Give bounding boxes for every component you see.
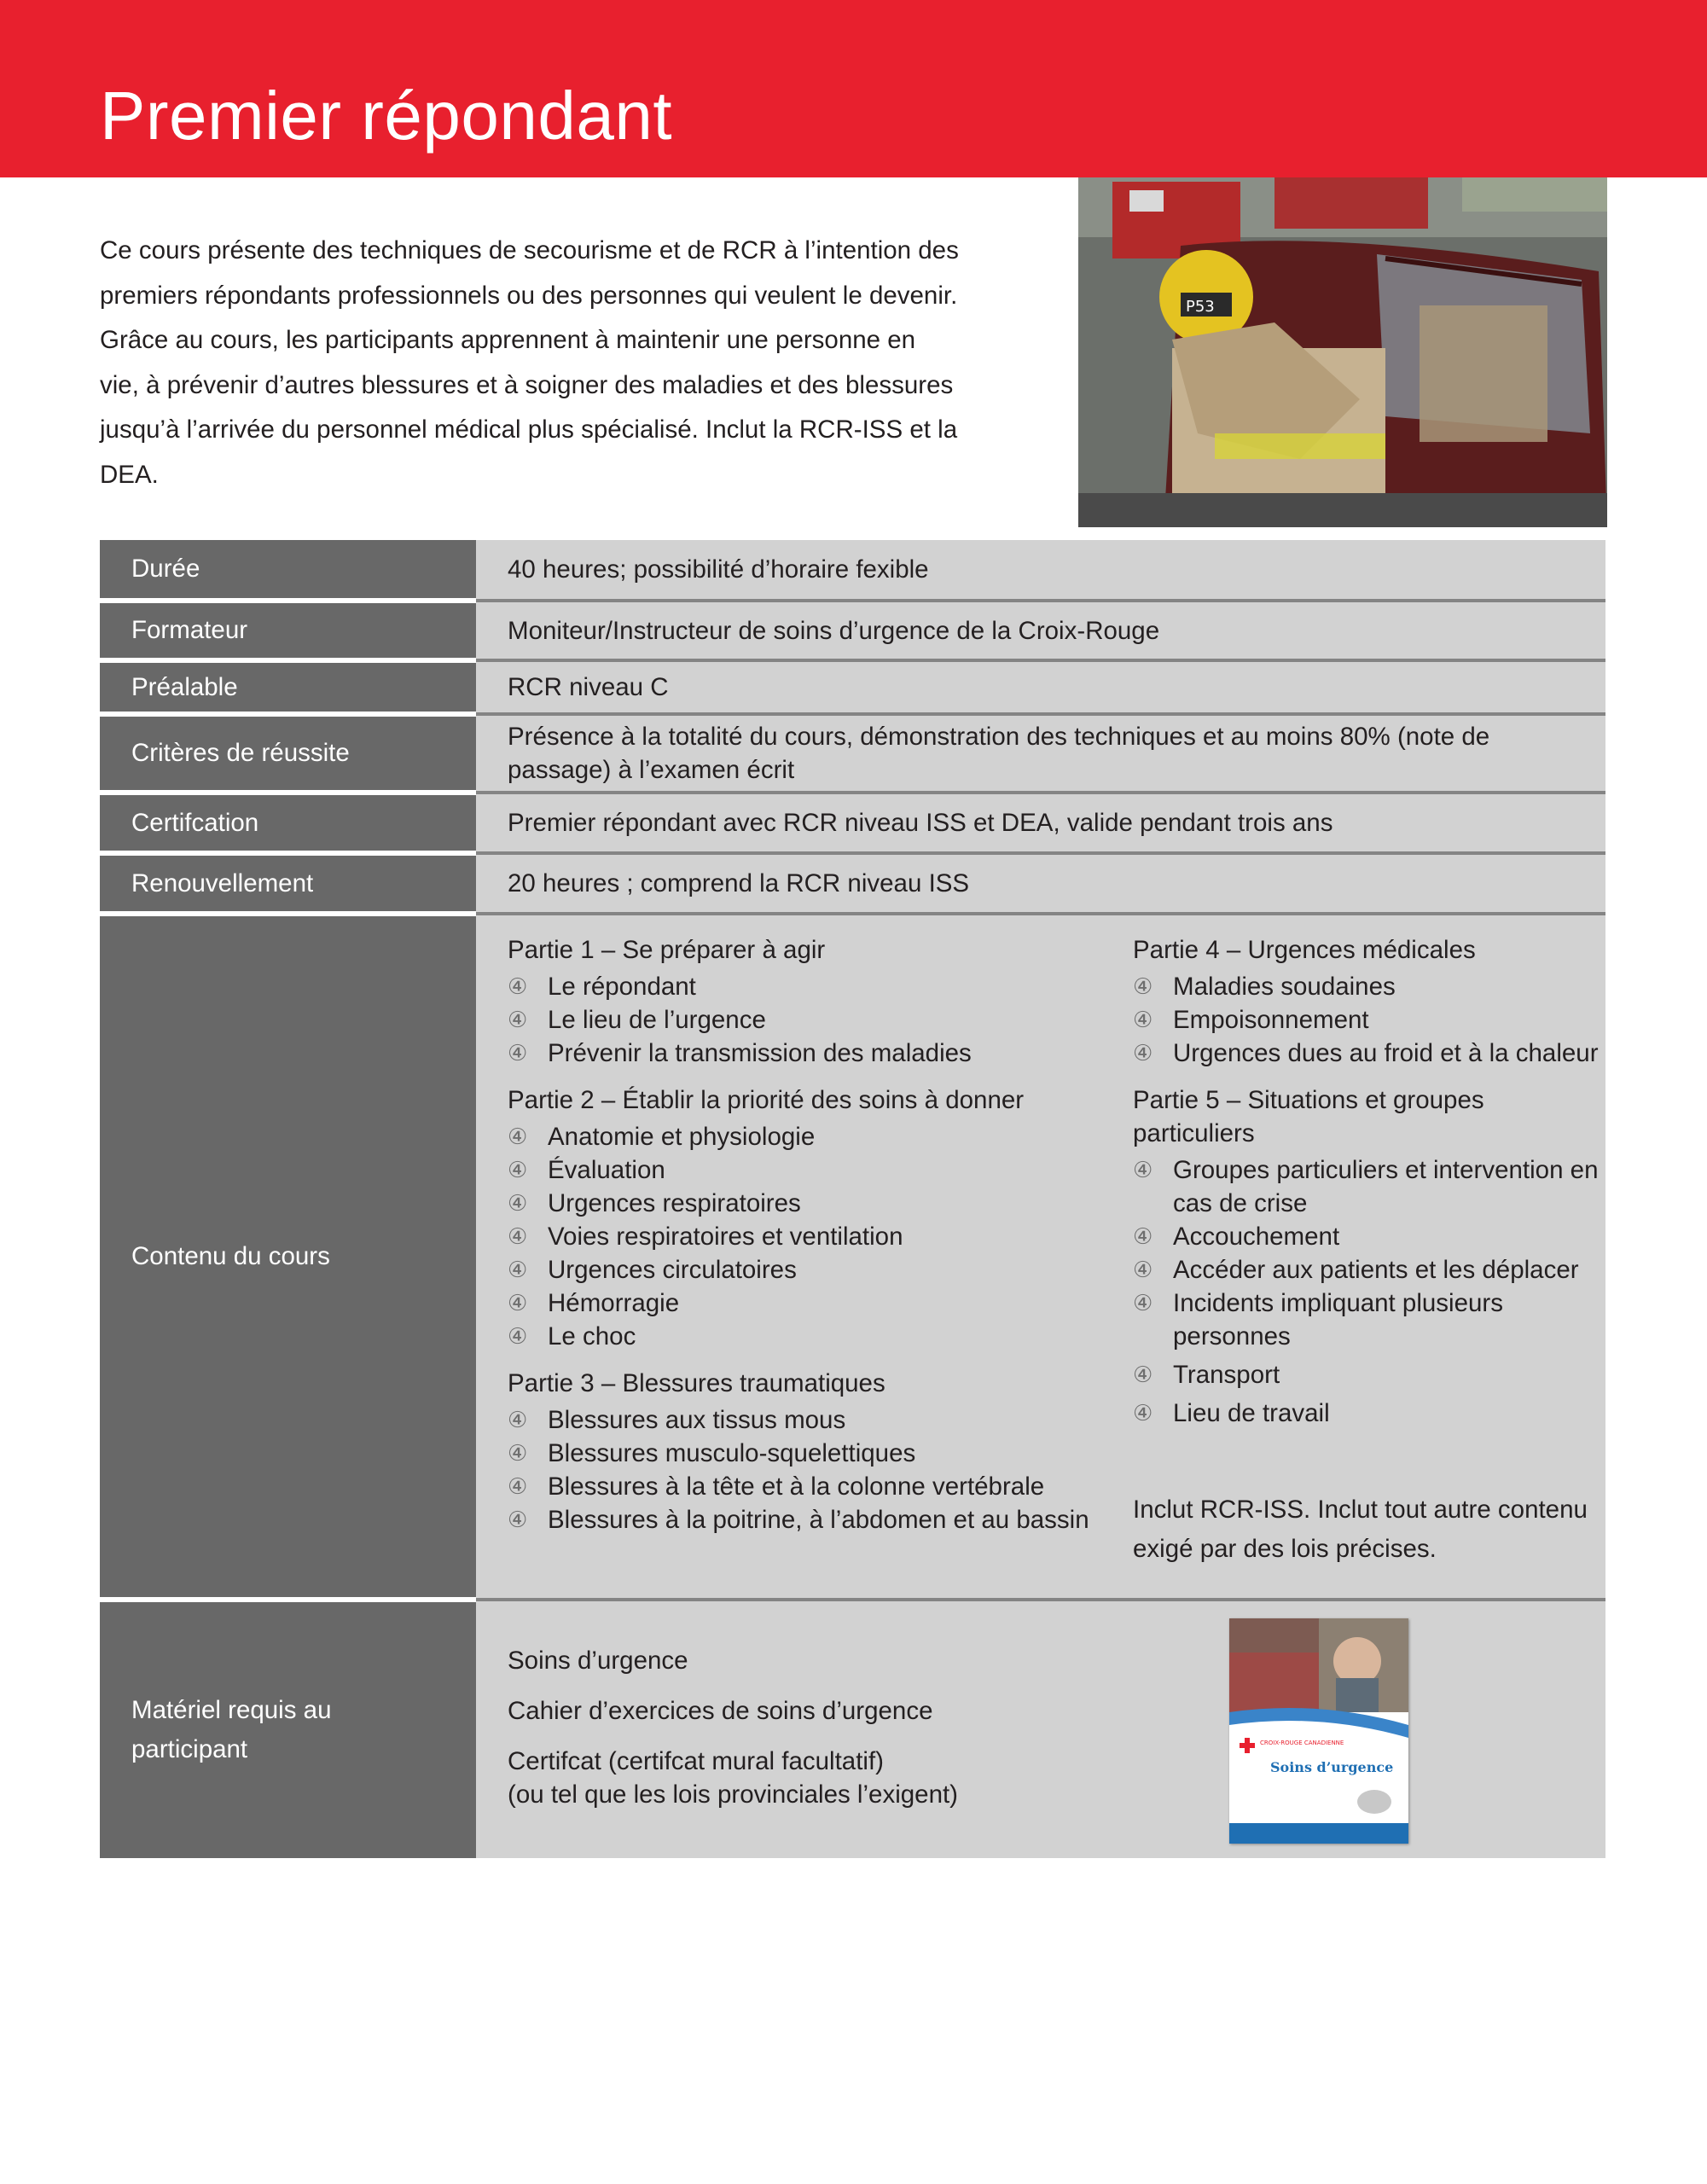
label-renouvellement: Renouvellement [100, 853, 476, 914]
list-item: ④ Blessures à la tête et à la colonne vertébrale [508, 1470, 1105, 1503]
part-2 [508, 1083, 1105, 1353]
part-title: Partie 5 – Situations et groupes particuliers [1133, 1086, 1484, 1147]
value-renouvellement: 20 heures ; comprend la RCR niveau ISS [476, 853, 1605, 914]
circled-four-icon: ④ [508, 1473, 528, 1499]
circled-four-icon: ④ [508, 1223, 528, 1249]
list-item: ④ Le lieu de l’urgence [508, 1003, 1105, 1037]
value-materiel [476, 1600, 1605, 1858]
materiel-list [508, 1644, 958, 1811]
circled-four-icon: ④ [508, 973, 528, 999]
content-note: Inclut RCR-ISS. Inclut tout autre contenu exigé par des lois précises. [1133, 1496, 1588, 1563]
circled-four-icon: ④ [508, 1257, 528, 1282]
list-item: ④ Empoisonnement [1133, 1003, 1611, 1037]
list-item: ④ Maladies soudaines [1133, 970, 1611, 1003]
content-column-right [1133, 933, 1611, 1563]
list-item: ④ Blessures musculo-squelettiques [508, 1437, 1105, 1470]
label-materiel [100, 1600, 476, 1858]
circled-four-icon: ④ [1133, 1157, 1153, 1182]
value-duree: 40 heures; possibilité d’horaire fexible [476, 540, 1605, 601]
part-title: Partie 3 – Blessures traumatiques [508, 1369, 885, 1397]
materiel-line: Certifcat (certifcat mural facultatif) [508, 1747, 884, 1775]
list-item: ④ Accéder aux patients et les déplacer [1133, 1253, 1611, 1287]
list-item: ④ Évaluation [508, 1153, 1105, 1187]
part-items [508, 970, 1105, 1070]
circled-four-icon: ④ [1133, 973, 1153, 999]
label-criteres: Critères de réussite [100, 714, 476, 793]
label-materiel-text: Matériel requis au participant [131, 1696, 332, 1763]
list-item: ④ Le choc [508, 1320, 1105, 1353]
circled-four-icon: ④ [508, 1323, 528, 1349]
list-item: ④ Voies respiratoires et ventilation [508, 1220, 1105, 1253]
list-item: ④ Accouchement [1133, 1220, 1611, 1253]
label-certification: Certifcation [100, 793, 476, 853]
firefighter-photo [1078, 177, 1607, 527]
value-criteres: Présence à la totalité du cours, démonstration des techniques et au moins 80% (note de passage) à l’examen écrit [476, 714, 1605, 793]
row-criteres [100, 714, 1605, 793]
circled-four-icon: ④ [508, 1290, 528, 1316]
value-certification: Premier répondant avec RCR niveau ISS et DEA, valide pendant trois ans [476, 793, 1605, 853]
value-formateur: Moniteur/Instructeur de soins d’urgence de la Croix-Rouge [476, 601, 1605, 660]
circled-four-icon: ④ [508, 1124, 528, 1149]
list-item: ④ Urgences respiratoires [508, 1187, 1105, 1220]
row-duree [100, 540, 1605, 601]
circled-four-icon: ④ [508, 1007, 528, 1032]
materiel-line: Soins d’urgence [508, 1647, 688, 1675]
materiel-line: (ou tel que les lois provinciales l’exigent) [508, 1780, 958, 1809]
list-item: ④ Groupes particuliers et intervention en cas de crise [1133, 1153, 1611, 1220]
circled-four-icon: ④ [508, 1190, 528, 1216]
row-formateur [100, 601, 1605, 660]
value-prealable: RCR niveau C [476, 660, 1605, 714]
list-item: ④ Urgences dues au froid et à la chaleur [1133, 1037, 1611, 1070]
part-1 [508, 933, 1105, 1070]
part-title: Partie 2 – Établir la priorité des soins à donner [508, 1086, 1025, 1114]
circled-four-icon: ④ [1133, 1007, 1153, 1032]
list-item: ④ Hémorragie [508, 1287, 1105, 1320]
label-prealable: Préalable [100, 660, 476, 714]
svg-text:Soins d’urgence: Soins d’urgence [1270, 1759, 1394, 1775]
circled-four-icon: ④ [1133, 1290, 1153, 1316]
list-item: ④ Urgences circulatoires [508, 1253, 1105, 1287]
list-item: ④ Lieu de travail [1133, 1397, 1611, 1430]
list-item: ④ Blessures à la poitrine, à l’abdomen et au bassin [508, 1503, 1105, 1536]
circled-four-icon: ④ [1133, 1040, 1153, 1066]
list-item: ④ Transport [1133, 1358, 1611, 1391]
value-contenu [476, 914, 1605, 1600]
part-items [508, 1120, 1105, 1353]
part-items [508, 1403, 1105, 1536]
part-3 [508, 1367, 1105, 1536]
label-contenu: Contenu du cours [100, 914, 476, 1600]
part-items [1133, 1153, 1611, 1430]
part-4 [1133, 933, 1611, 1070]
circled-four-icon: ④ [1133, 1223, 1153, 1249]
list-item: ④ Incidents impliquant plusieurs personnes [1133, 1287, 1611, 1353]
part-title: Partie 1 – Se préparer à agir [508, 936, 826, 964]
row-prealable [100, 660, 1605, 714]
row-renouvellement [100, 853, 1605, 914]
row-materiel [100, 1600, 1605, 1858]
circled-four-icon: ④ [1133, 1257, 1153, 1282]
content-column-left [508, 933, 1105, 1550]
circled-four-icon: ④ [508, 1157, 528, 1182]
part-5 [1133, 1083, 1611, 1430]
label-duree: Durée [100, 540, 476, 601]
svg-text:CROIX-ROUGE CANADIENNE: CROIX-ROUGE CANADIENNE [1260, 1740, 1344, 1746]
circled-four-icon: ④ [508, 1507, 528, 1532]
page-title: Premier répondant [100, 78, 673, 154]
circled-four-icon: ④ [1133, 1362, 1153, 1387]
list-item: ④ Anatomie et physiologie [508, 1120, 1105, 1153]
list-item: ④ Le répondant [508, 970, 1105, 1003]
course-content-columns [476, 915, 1599, 1598]
circled-four-icon: ④ [508, 1407, 528, 1432]
part-title: Partie 4 – Urgences médicales [1133, 936, 1476, 964]
materiel-wrap [476, 1601, 1580, 1858]
row-certification [100, 793, 1605, 853]
label-formateur: Formateur [100, 601, 476, 660]
part-items [1133, 970, 1611, 1070]
circled-four-icon: ④ [1133, 1400, 1153, 1426]
materiel-line: Cahier d’exercices de soins d’urgence [508, 1697, 933, 1725]
list-item: ④ Prévenir la transmission des maladies [508, 1037, 1105, 1070]
book-cover-image [1229, 1618, 1408, 1844]
intro-paragraph: Ce cours présente des techniques de secourisme et de RCR à l’intention des premiers répondants professionnels ou des personnes qui veulent le devenir. Grâce au cours, les participants apprennent à maintenir une personne en vie, à prévenir d’autres blessures et à soigner des maladies et des blessures jusqu’à l’arrivée du personnel médical plus spécialisé. Inclut la RCR-ISS et la DEA. [100, 236, 959, 489]
list-item: ④ Blessures aux tissus mous [508, 1403, 1105, 1437]
circled-four-icon: ④ [508, 1440, 528, 1466]
circled-four-icon: ④ [508, 1040, 528, 1066]
course-details-table [100, 540, 1605, 1858]
svg-text:P53: P53 [1186, 298, 1215, 316]
row-contenu [100, 914, 1605, 1600]
